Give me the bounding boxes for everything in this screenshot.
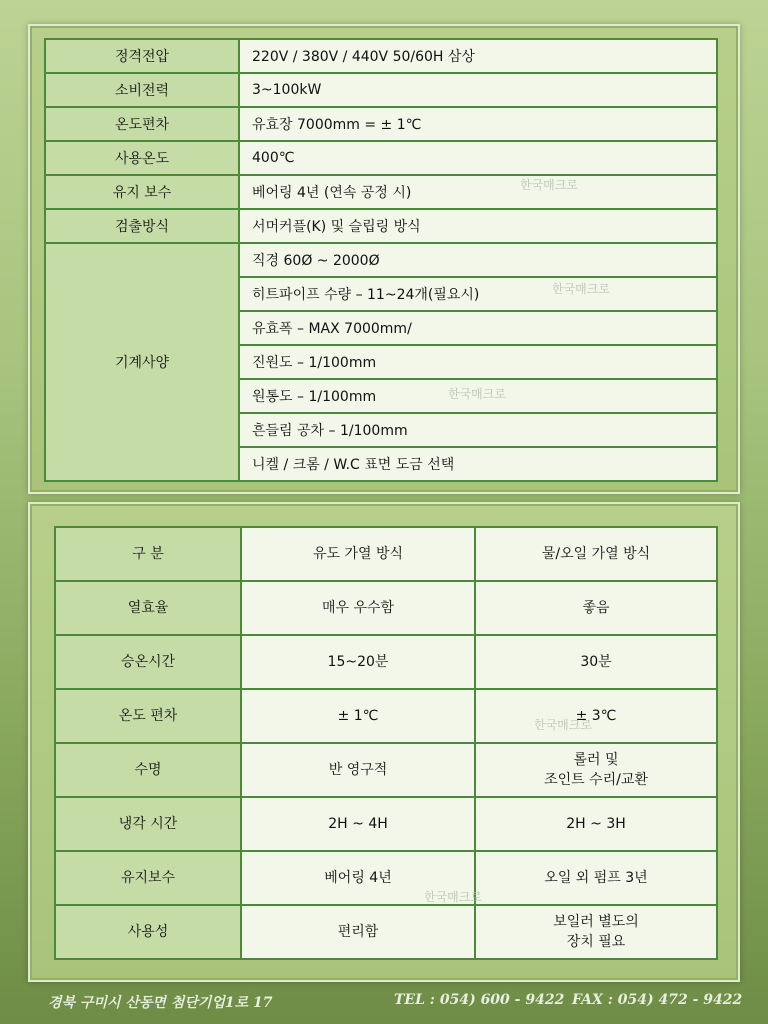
row-label: 수명	[55, 743, 241, 797]
table-row	[45, 39, 717, 73]
footer-fax: FAX : 054) 472 - 9422	[572, 992, 743, 1008]
machine-spec-value: 히트파이프 수량 – 11~24개(필요시)	[239, 277, 717, 311]
table-row	[55, 635, 717, 689]
machine-spec-value: 유효폭 – MAX 7000mm/	[239, 311, 717, 345]
spec-value: 베어링 4년 (연속 공정 시)	[239, 175, 717, 209]
table-cell: 좋음	[475, 581, 717, 635]
table-row	[55, 905, 717, 959]
row-label: 승온시간	[55, 635, 241, 689]
machine-spec-value: 원통도 – 1/100mm	[239, 379, 717, 413]
spec-value: 3~100kW	[239, 73, 717, 107]
table-row	[45, 243, 717, 277]
table-cell: 2H ~ 4H	[241, 797, 475, 851]
row-label: 열효율	[55, 581, 241, 635]
spec-label: 사용온도	[45, 141, 239, 175]
row-label: 냉각 시간	[55, 797, 241, 851]
table-row	[45, 141, 717, 175]
watermark: 한국매크로	[534, 718, 592, 732]
table-row	[45, 175, 717, 209]
row-label: 온도 편차	[55, 689, 241, 743]
comparison-panel	[28, 502, 740, 982]
column-header: 물/오일 가열 방식	[475, 527, 717, 581]
footer-tel: TEL : 054) 600 - 9422	[394, 992, 565, 1008]
spec-label: 유지 보수	[45, 175, 239, 209]
table-cell: ± 3℃	[475, 689, 717, 743]
watermark: 한국매크로	[520, 178, 578, 192]
table-cell: 베어링 4년	[241, 851, 475, 905]
spec-panel	[28, 24, 740, 494]
spec-value: 서머커플(K) 및 슬립링 방식	[239, 209, 717, 243]
column-header: 구 분	[55, 527, 241, 581]
machine-spec-label: 기계사양	[45, 243, 239, 481]
row-label: 사용성	[55, 905, 241, 959]
table-row	[45, 73, 717, 107]
table-cell: 편리함	[241, 905, 475, 959]
machine-spec-value: 직경 60Ø ~ 2000Ø	[239, 243, 717, 277]
table-row	[55, 851, 717, 905]
table-cell: 30분	[475, 635, 717, 689]
table-cell: 2H ~ 3H	[475, 797, 717, 851]
row-label: 유지보수	[55, 851, 241, 905]
table-row	[45, 209, 717, 243]
spec-label: 정격전압	[45, 39, 239, 73]
spec-label: 소비전력	[45, 73, 239, 107]
spec-value: 유효장 7000mm = ± 1℃	[239, 107, 717, 141]
machine-spec-value: 니켈 / 크롬 / W.C 표면 도금 선택	[239, 447, 717, 481]
table-row	[55, 743, 717, 797]
table-cell: ± 1℃	[241, 689, 475, 743]
footer	[0, 990, 768, 1014]
watermark: 한국매크로	[424, 890, 482, 904]
spec-value: 400℃	[239, 141, 717, 175]
comparison-table	[54, 526, 718, 960]
table-row	[45, 107, 717, 141]
table-cell: 매우 우수함	[241, 581, 475, 635]
table-cell: 15~20분	[241, 635, 475, 689]
table-row	[55, 581, 717, 635]
machine-spec-value: 흔들림 공차 – 1/100mm	[239, 413, 717, 447]
table-cell: 오일 외 펌프 3년	[475, 851, 717, 905]
table-cell: 롤러 및 조인트 수리/교환	[475, 743, 717, 797]
watermark: 한국매크로	[448, 387, 506, 401]
table-row	[55, 689, 717, 743]
table-row	[55, 797, 717, 851]
comparison-table-body	[55, 527, 717, 959]
spec-table	[44, 38, 718, 482]
comparison-header-row	[55, 527, 717, 581]
spec-label: 검출방식	[45, 209, 239, 243]
watermark: 한국매크로	[552, 282, 610, 296]
machine-spec-value: 진원도 – 1/100mm	[239, 345, 717, 379]
column-header: 유도 가열 방식	[241, 527, 475, 581]
spec-value: 220V / 380V / 440V 50/60H 삼상	[239, 39, 717, 73]
spec-label: 온도편차	[45, 107, 239, 141]
table-cell: 보일러 별도의 장치 필요	[475, 905, 717, 959]
table-cell: 반 영구적	[241, 743, 475, 797]
footer-address: 경북 구미시 산동면 첨단기업1로 17	[48, 995, 273, 1011]
